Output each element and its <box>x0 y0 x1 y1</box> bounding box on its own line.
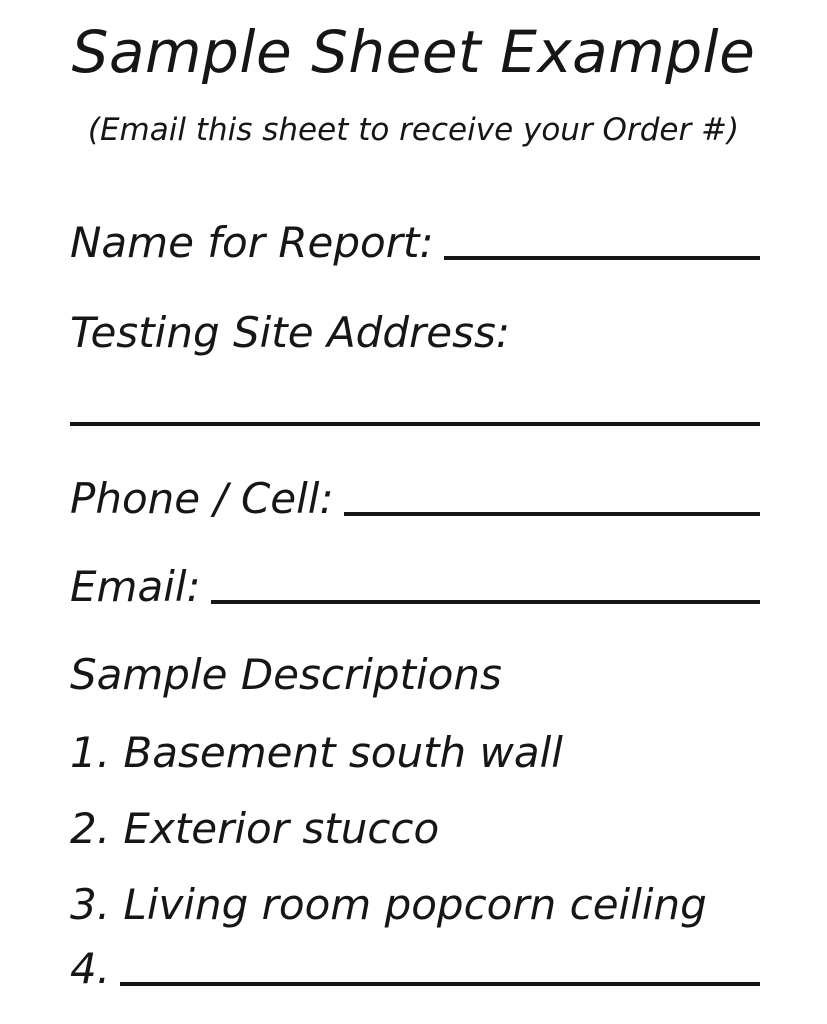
phone-cell-label: Phone / Cell: <box>70 474 334 523</box>
name-for-report-field <box>70 218 760 267</box>
testing-site-address-field <box>70 308 760 357</box>
email-blank-line <box>211 590 760 604</box>
phone-cell-blank-line <box>344 502 760 516</box>
name-for-report-blank-line <box>444 246 760 260</box>
sample-item-4-label: 4. <box>70 944 111 993</box>
sample-item-4 <box>70 944 760 993</box>
email-label: Email: <box>70 562 201 611</box>
sample-item-3: 3. Living room popcorn ceiling <box>70 880 707 929</box>
sample-item-2: 2. Exterior stucco <box>70 804 440 853</box>
page-title: Sample Sheet Example <box>71 18 756 86</box>
email-field <box>70 562 760 611</box>
page-subtitle: (Email this sheet to receive your Order #) <box>87 112 740 148</box>
phone-cell-field <box>70 474 760 523</box>
sample-descriptions-heading: Sample Descriptions <box>70 650 502 699</box>
testing-site-address-label: Testing Site Address: <box>70 308 511 357</box>
sample-item-4-blank-line <box>120 972 760 986</box>
testing-site-address-blank-line <box>70 422 760 426</box>
sample-item-1: 1. Basement south wall <box>70 728 563 777</box>
name-for-report-label: Name for Report: <box>70 218 434 267</box>
